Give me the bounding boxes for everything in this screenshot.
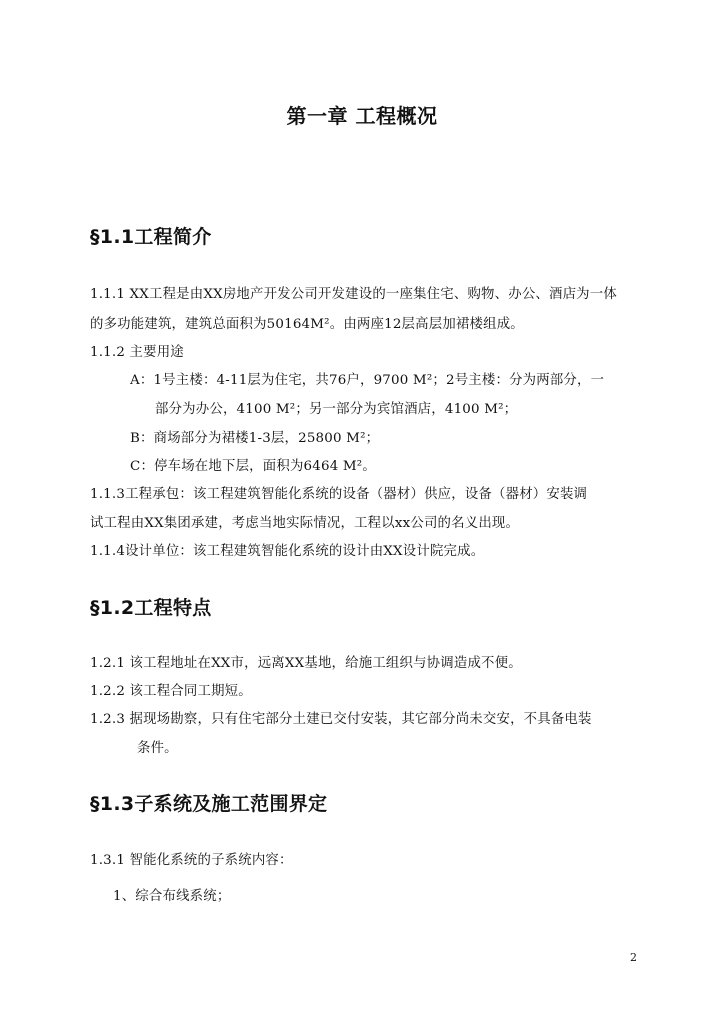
- paragraph-line: 1.2.3 据现场勘察，只有住宅部分土建已交付安装，其它部分尚未交安，不具备电装: [90, 712, 592, 727]
- paragraph-line: 1.2.1 该工程地址在XX市，远离XX基地，给施工组织与协调造成不便。: [90, 656, 522, 671]
- paragraph-line: 1.3.1 智能化系统的子系统内容：: [90, 853, 293, 868]
- paragraph-line: 1.1.3工程承包：该工程建筑智能化系统的设备（器材）供应，设备（器材）安装调: [90, 487, 588, 502]
- paragraph-line: C：停车场在地下层，面积为6464 M²。: [130, 459, 376, 474]
- paragraph-line: 1.2.2 该工程合同工期短。: [90, 684, 252, 699]
- section-heading-1-1: §1.1工程简介: [90, 226, 212, 248]
- section-heading-1-2: §1.2工程特点: [90, 597, 212, 619]
- paragraph-line: 1.1.4设计单位：该工程建筑智能化系统的设计由XX设计院完成。: [90, 544, 485, 559]
- paragraph-line: 试工程由XX集团承建，考虑当地实际情况，工程以xx公司的名义出现。: [90, 516, 520, 531]
- chapter-title: 第一章 工程概况: [286, 104, 438, 128]
- list-item: 1、综合布线系统；: [113, 889, 231, 904]
- paragraph-line: 的多功能建筑，建筑总面积为50164M²。由两座12层高层加裙楼组成。: [90, 317, 524, 332]
- section-heading-1-3: §1.3子系统及施工范围界定: [90, 793, 328, 815]
- paragraph-line: 部分为办公，4100 M²；另一部分为宾馆酒店，4100 M²；: [155, 402, 518, 417]
- paragraph-line: 条件。: [137, 741, 178, 756]
- paragraph-line: A：1号主楼：4-11层为住宅，共76户，9700 M²；2号主楼：分为两部分，一: [130, 373, 605, 388]
- paragraph-line: 1.1.2 主要用途: [90, 345, 184, 360]
- paragraph-line: 1.1.1 XX工程是由XX房地产开发公司开发建设的一座集住宅、购物、办公、酒店为一体: [90, 287, 617, 302]
- paragraph-line: B：商场部分为裙楼1-3层，25800 M²；: [130, 431, 380, 446]
- page-number: 2: [630, 951, 637, 964]
